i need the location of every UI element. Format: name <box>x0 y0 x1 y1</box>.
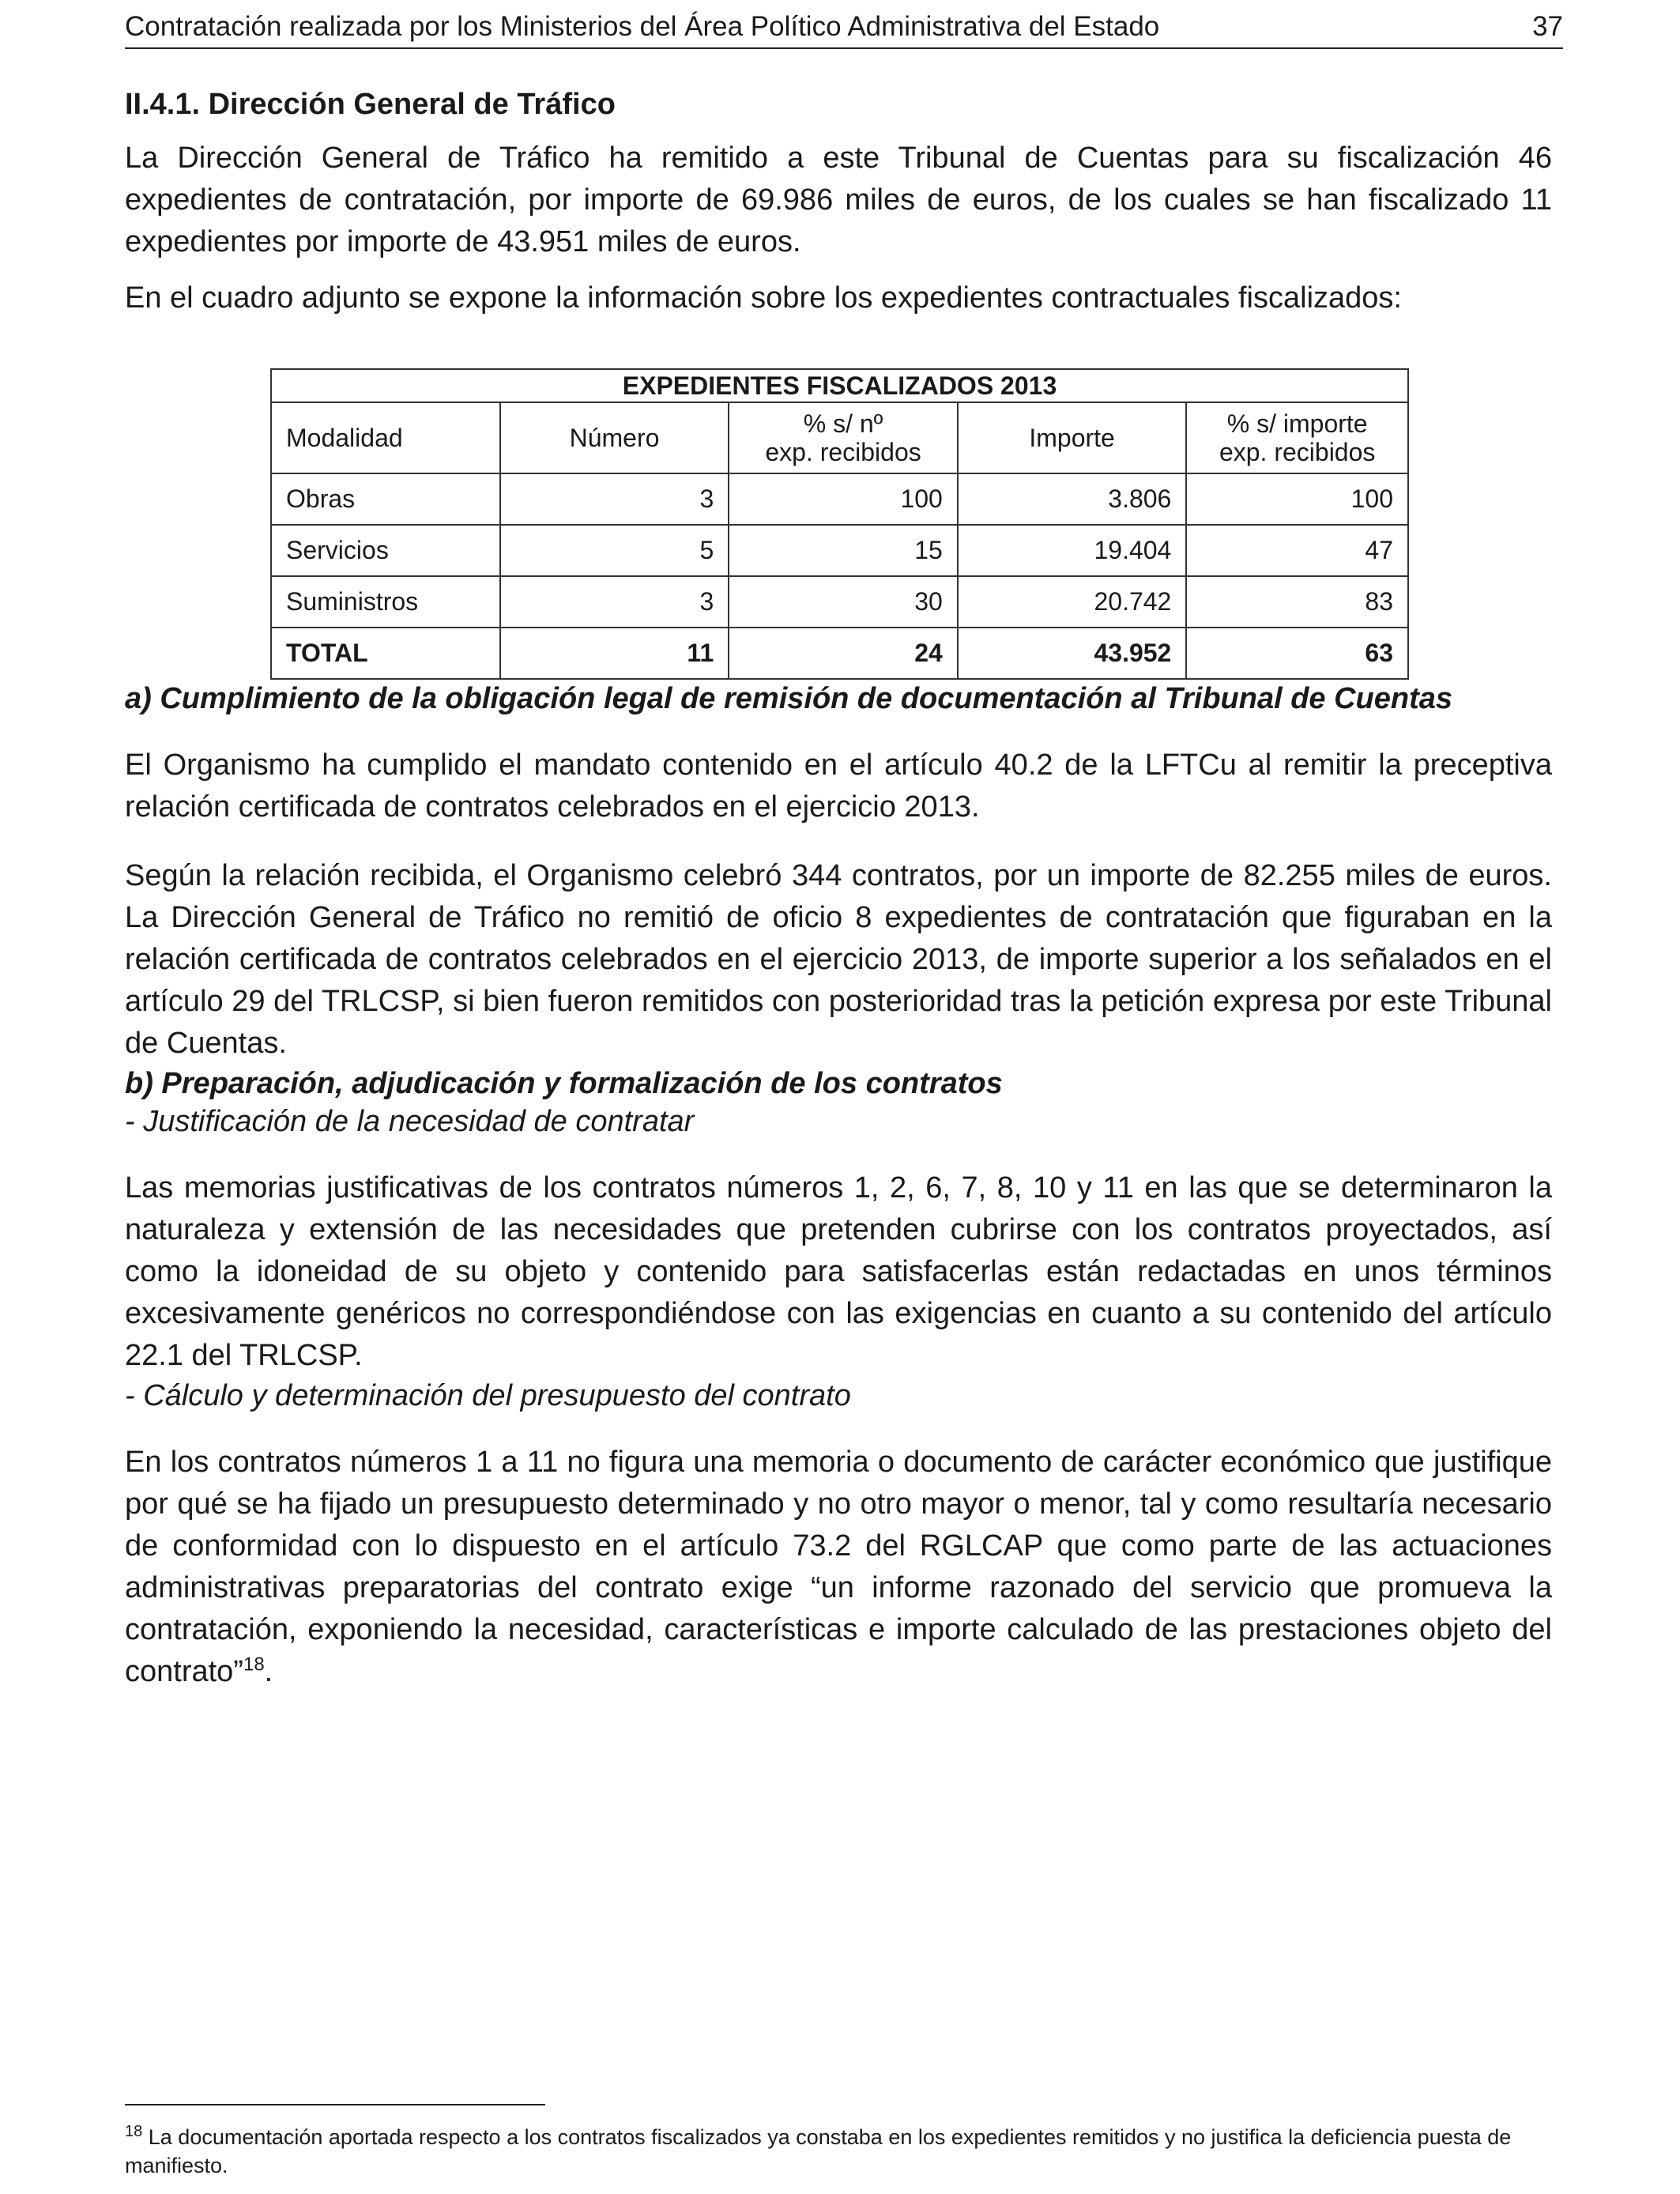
col-header-pct-numero-line2: exp. recibidos <box>765 438 921 466</box>
intro-paragraph: La Dirección General de Tráfico ha remitido a este Tribunal de Cuentas para su fiscalización 46 expedientes de contratación, por importe de 69.986 miles de euros, de los cuales se han fiscalizado 11 expedientes por importe de 43.951 miles de euros. <box>125 141 1552 258</box>
header-title: Contratación realizada por los Ministerios del Área Político Administrativa del Estado <box>125 11 1160 42</box>
justificacion-paragraph: Las memorias justificativas de los contratos números 1, 2, 6, 7, 8, 10 y 11 en las que se determinaron la naturaleza y extensión de las necesidades que pretenden cubrirse con los contratos proyectados, así como la idoneidad de su objeto y contenido para satisfacerlas están redactadas en unos términos excesivamente genéricos no correspondiéndose con las exigencias en cuanto a su contenido del artículo 22.1 del TRLCSP. <box>125 1171 1552 1372</box>
footnote-reference[interactable]: 18 <box>243 1653 265 1676</box>
col-header-pct-importe-line2: exp. recibidos <box>1219 438 1376 466</box>
table-intro-paragraph: En el cuadro adjunto se expone la información sobre los expedientes contractuales fiscalizados: <box>125 281 1402 315</box>
cell-importe: 19.404 <box>958 525 1187 576</box>
cell-pct-importe: 100 <box>1186 473 1408 525</box>
table-row <box>271 576 1408 628</box>
justificacion-heading: - Justificación de la necesidad de contratar <box>125 1105 695 1138</box>
cell-total-numero: 11 <box>500 628 729 679</box>
calculo-paragraph-end: . <box>264 1655 273 1688</box>
col-header-pct-importe <box>1186 402 1408 473</box>
cell-total-pct-numero: 24 <box>729 628 958 679</box>
footnote-separator <box>125 2104 545 2105</box>
col-header-pct-importe-line1: % s/ importe <box>1226 409 1368 438</box>
expedientes-table <box>270 368 1409 680</box>
cell-total-pct-importe: 63 <box>1186 628 1408 679</box>
cell-importe: 20.742 <box>958 576 1187 628</box>
calculo-paragraph-text: En los contratos números 1 a 11 no figura una memoria o documento de carácter económico que justifique por qué se ha fijado un presupuesto determinado y no otro mayor o menor, tal y como resultaría necesario de conformidad con lo dispuesto en el artículo 73.2 del RGLCAP que como parte de las actuaciones administrativas preparatorias del contrato exige “un informe razonado del servicio que promueva la contratación, exponiendo la necesidad, características e importe calculado de las prestaciones objeto del contrato” <box>125 1446 1552 1688</box>
col-header-importe: Importe <box>958 402 1187 473</box>
cell-modalidad: Suministros <box>271 576 500 628</box>
cell-pct-importe: 47 <box>1186 525 1408 576</box>
table-row <box>271 525 1408 576</box>
calculo-heading: - Cálculo y determinación del presupuesto del contrato <box>125 1379 851 1412</box>
footnote <box>125 2123 1552 2180</box>
cell-importe: 3.806 <box>958 473 1187 525</box>
cell-pct-numero: 100 <box>729 473 958 525</box>
cell-modalidad: Obras <box>271 473 500 525</box>
table-caption-row <box>271 369 1408 402</box>
main-content <box>125 85 1552 1693</box>
section-title: II.4.1. Dirección General de Tráfico <box>125 88 616 121</box>
subsection-a-paragraph-2: Según la relación recibida, el Organismo celebró 344 contratos, por un importe de 82.255 miles de euros. La Dirección General de Tráfico no remitió de oficio 8 expedientes de contratación que figuraban en la relación certificada de contratos celebrados en el ejercicio 2013, de importe superior a los señalados en el artículo 29 del TRLCSP, si bien fueron remitidos con posterioridad tras la petición expresa por este Tribunal de Cuentas. <box>125 859 1552 1060</box>
subsection-a-paragraph-1: El Organismo ha cumplido el mandato contenido en el artículo 40.2 de la LFTCu al remitir la preceptiva relación certificada de contratos celebrados en el ejercicio 2013. <box>125 748 1552 824</box>
col-header-pct-numero <box>729 402 958 473</box>
cell-pct-numero: 30 <box>729 576 958 628</box>
col-header-modalidad: Modalidad <box>271 402 500 473</box>
cell-pct-numero: 15 <box>729 525 958 576</box>
cell-pct-importe: 83 <box>1186 576 1408 628</box>
table-total-row <box>271 628 1408 679</box>
cell-total-label: TOTAL <box>271 628 500 679</box>
calculo-paragraph <box>125 1442 1552 1693</box>
cell-total-importe: 43.952 <box>958 628 1187 679</box>
col-header-numero: Número <box>500 402 729 473</box>
footnote-marker: 18 <box>125 2123 143 2140</box>
table-header-row <box>271 402 1408 473</box>
subsection-a-title: a) Cumplimiento de la obligación legal de remisión de documentación al Tribunal de Cuentas <box>125 682 1453 715</box>
footnote-text: La documentación aportada respecto a los contratos fiscalizados ya constaba en los expedientes remitidos y no justifica la deficiencia puesta de manifiesto. <box>125 2125 1512 2177</box>
table-row <box>271 473 1408 525</box>
col-header-pct-numero-line1: % s/ nº <box>803 409 883 438</box>
table-caption: EXPEDIENTES FISCALIZADOS 2013 <box>271 369 1408 402</box>
subsection-b-title: b) Preparación, adjudicación y formalización de los contratos <box>125 1067 1003 1100</box>
cell-numero: 3 <box>500 473 729 525</box>
page-number: 37 <box>1532 11 1563 42</box>
cell-modalidad: Servicios <box>271 525 500 576</box>
cell-numero: 5 <box>500 525 729 576</box>
cell-numero: 3 <box>500 576 729 628</box>
running-header <box>125 9 1563 49</box>
